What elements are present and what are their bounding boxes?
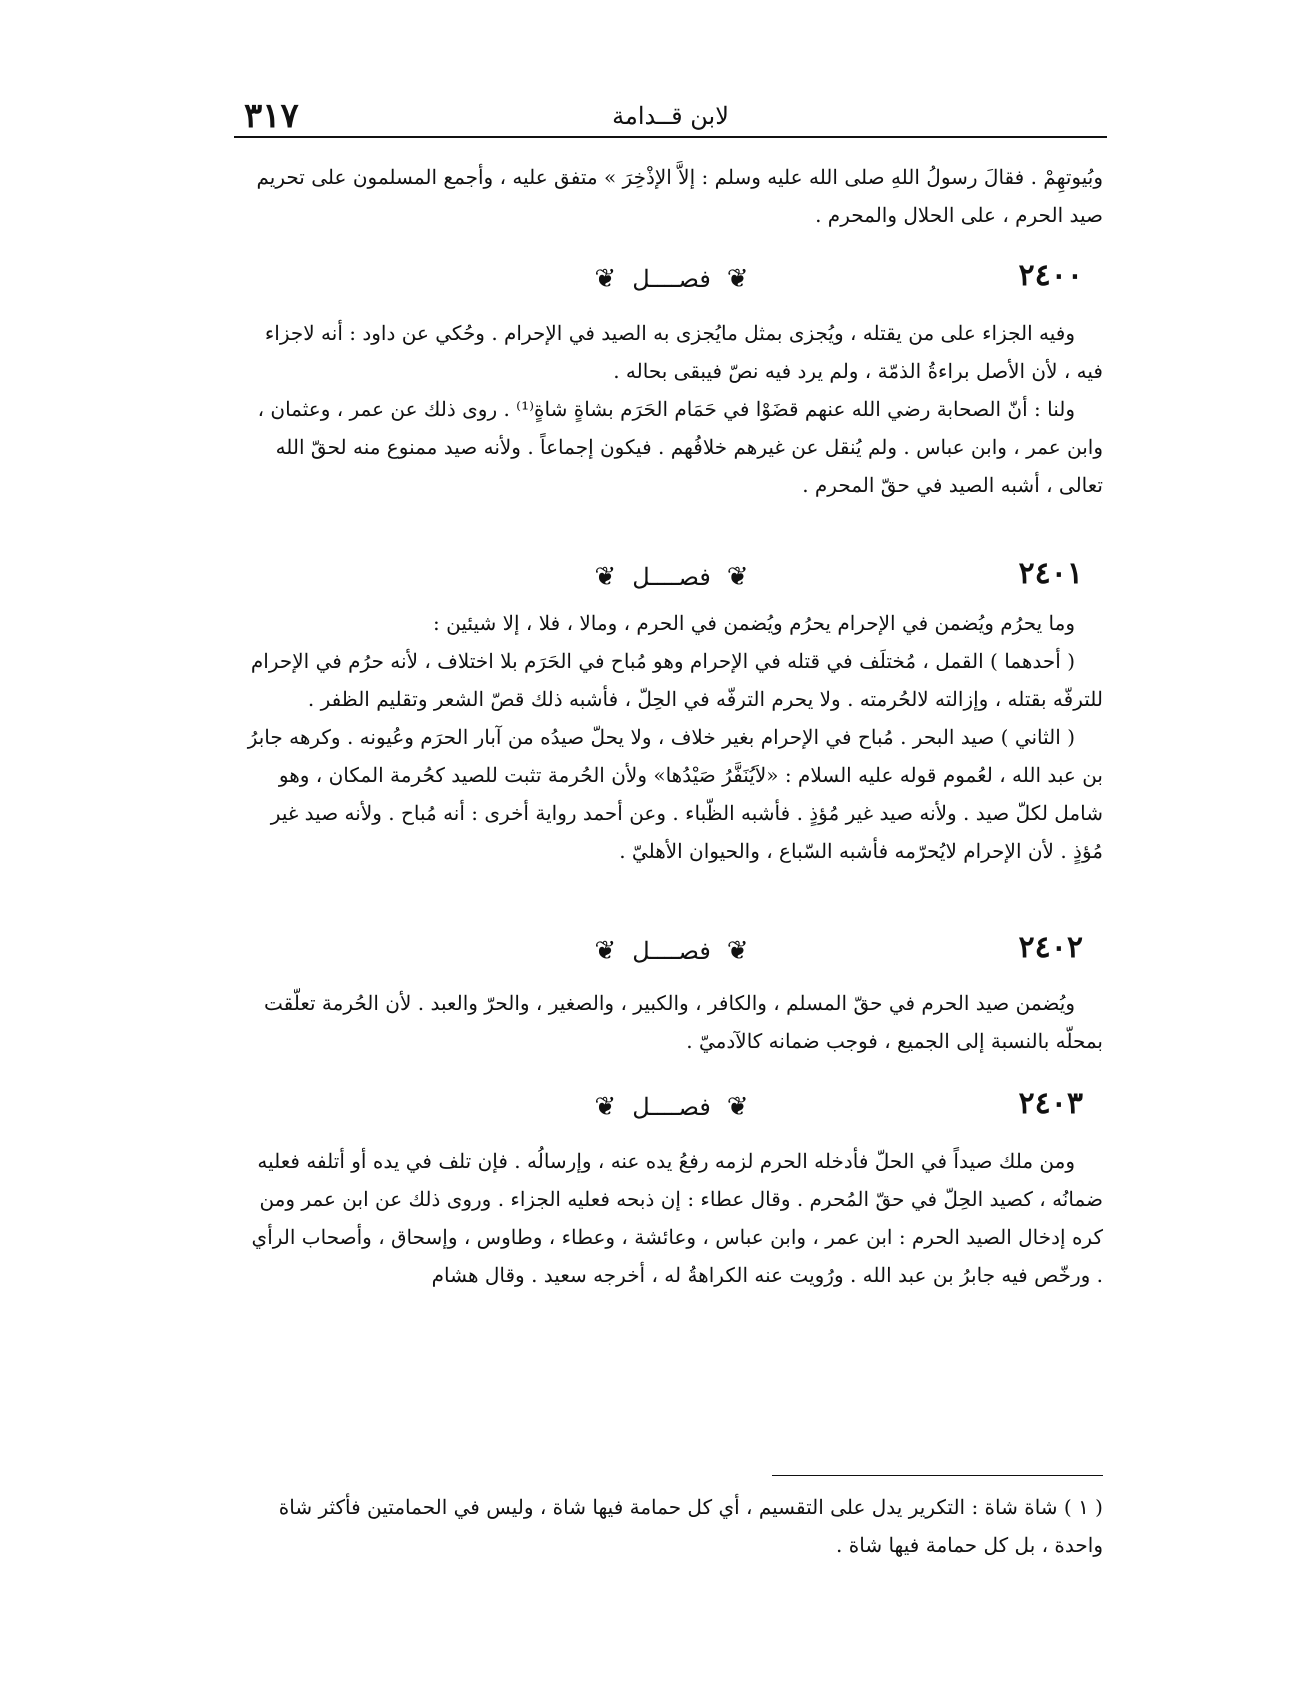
section-body <box>240 984 1103 1060</box>
paragraph: وفيه الجزاء على من يقتله ، ويُجزى بمثل مايُجزى به الصيد في الإحرام . وحُكي عن داود : أنه لاجزاء فيه ، لأن الأصل براءةُ الذمّة ، ولم يرد فيه نصّ فيبقى بحاله . <box>264 321 1103 383</box>
section-number: ٢٤٠٣ <box>1018 1086 1083 1121</box>
intro-line: وبُيوتهِمْ . فقالَ رسولُ اللهِ صلى الله عليه وسلم : إلاَّ الإذْخِرَ » متفق عليه ، وأجمع المسلمون على تحريم <box>256 165 1103 189</box>
running-title: لابن قــدامة <box>612 102 729 130</box>
section-body <box>240 314 1103 504</box>
section-heading <box>240 1086 1103 1132</box>
ornament-icon: ❦ <box>594 1092 617 1122</box>
paragraph: ومن ملك صيداً في الحلّ فأدخله الحرم لزمه رفعُ يده عنه ، وإرسالُه . فإن تلف في يده أو أتلفه فعليه ضمانُه ، كصيد الحِلّ في حقّ المُحرم . وقال عطاء : إن ذبحه فعليه الجزاء . وروى ذلك عن ابن عمر ومن كره إدخال الصيد الحرم : ابن عمر ، وابن عباس ، وعائشة ، وعطاء ، وطاوس ، وإسحاق ، وأصحاب الرأي . ورخّص فيه جابرُ بن عبد الله . ورُويت عنه الكراهةُ له ، أخرجه سعيد . وقال هشام <box>251 1149 1103 1287</box>
paragraph: ولنا : أنّ الصحابة رضي الله عنهم قضَوْا في حَمَام الحَرَم بشاةٍ شاةٍ⁽¹⁾ . روى ذلك عن عمر ، وعثمان ، وابن عمر ، وابن عباس . ولم يُنقل عن غيرهم خلافُهم . فيكون إجماعاً . ولأنه صيد ممنوع منه لحقّ الله تعالى ، أشبه الصيد في حقّ المحرم . <box>257 397 1103 497</box>
fasl-title <box>240 1092 1103 1122</box>
paragraph: ( الثاني ) صيد البحر . مُباح في الإحرام بغير خلاف ، ولا يحلّ صيدُه من آبار الحرَم وعُيونه . وكرهه جابرُ بن عبد الله ، لعُموم قوله عليه السلام : «لاَيُنَفَّرُ صَيْدُها» ولأن الحُرمة تثبت للصيد كحُرمة المكان ، وهو شامل لكلّ صيد . ولأنه صيد غير مُؤذٍ . فأشبه الظّباء . وعن أحمد رواية أخرى : أنه مُباح . ولأنه صيد غير مُؤذٍ . لأن الإحرام لايُحرّمه فأشبه السّباع ، والحيوان الأهليّ . <box>247 725 1103 863</box>
ornament-icon: ❦ <box>726 562 749 592</box>
ornament-icon: ❦ <box>594 264 617 294</box>
paragraph: ( أحدهما ) القمل ، مُختلَف في قتله في الإحرام وهو مُباح في الحَرَم بلا اختلاف ، لأنه حرُم في الإحرام للترفّه بقتله ، وإزالته لالحُرمته . ولا يحرم الترفّه في الحِلّ ، فأشبه ذلك قصّ الشعر وتقليم الظفر . <box>250 649 1103 711</box>
footnote <box>240 1488 1103 1564</box>
page-number: ٣١٧ <box>244 96 299 136</box>
ornament-icon: ❦ <box>726 936 749 966</box>
fasl-title <box>240 936 1103 966</box>
fasl-label: فصــــل <box>632 265 711 293</box>
section-body <box>240 1142 1103 1294</box>
footnote-rule <box>772 1475 1103 1476</box>
footnote-text: ( ١ ) شاة شاة : التكرير يدل على التقسيم ، أي كل حمامة فيها شاة ، وليس في الحمامتين فأكثر شاة واحدة ، بل كل حمامة فيها شاة . <box>278 1495 1103 1557</box>
section-body <box>240 604 1103 870</box>
fasl-title <box>240 562 1103 592</box>
ornament-icon: ❦ <box>726 1092 749 1122</box>
section-heading <box>240 258 1103 304</box>
page-header <box>234 92 1107 142</box>
fasl-label: فصــــل <box>632 937 711 965</box>
intro-line: صيد الحرم ، على الحلال والمحرم . <box>815 203 1103 227</box>
fasl-label: فصــــل <box>632 1093 711 1121</box>
ornament-icon: ❦ <box>594 562 617 592</box>
section-number: ٢٤٠٢ <box>1018 930 1083 965</box>
intro-text <box>240 158 1103 234</box>
section-number: ٢٤٠١ <box>1018 556 1083 591</box>
section-heading <box>240 930 1103 976</box>
paragraph: وما يحرُم ويُضمن في الإحرام يحرُم ويُضمن في الحرم ، ومالا ، فلا ، إلا شيئين : <box>433 611 1075 635</box>
section-heading <box>240 556 1103 602</box>
ornament-icon: ❦ <box>594 936 617 966</box>
header-rule <box>234 136 1107 138</box>
fasl-title <box>240 264 1103 294</box>
paragraph: ويُضمن صيد الحرم في حقّ المسلم ، والكافر ، والكبير ، والصغير ، والحرّ والعبد . لأن الحُرمة تعلّقت بمحلّه بالنسبة إلى الجميع ، فوجب ضمانه كالآدميّ . <box>263 991 1103 1053</box>
ornament-icon: ❦ <box>726 264 749 294</box>
fasl-label: فصــــل <box>632 563 711 591</box>
section-number: ٢٤٠٠ <box>1018 258 1083 293</box>
